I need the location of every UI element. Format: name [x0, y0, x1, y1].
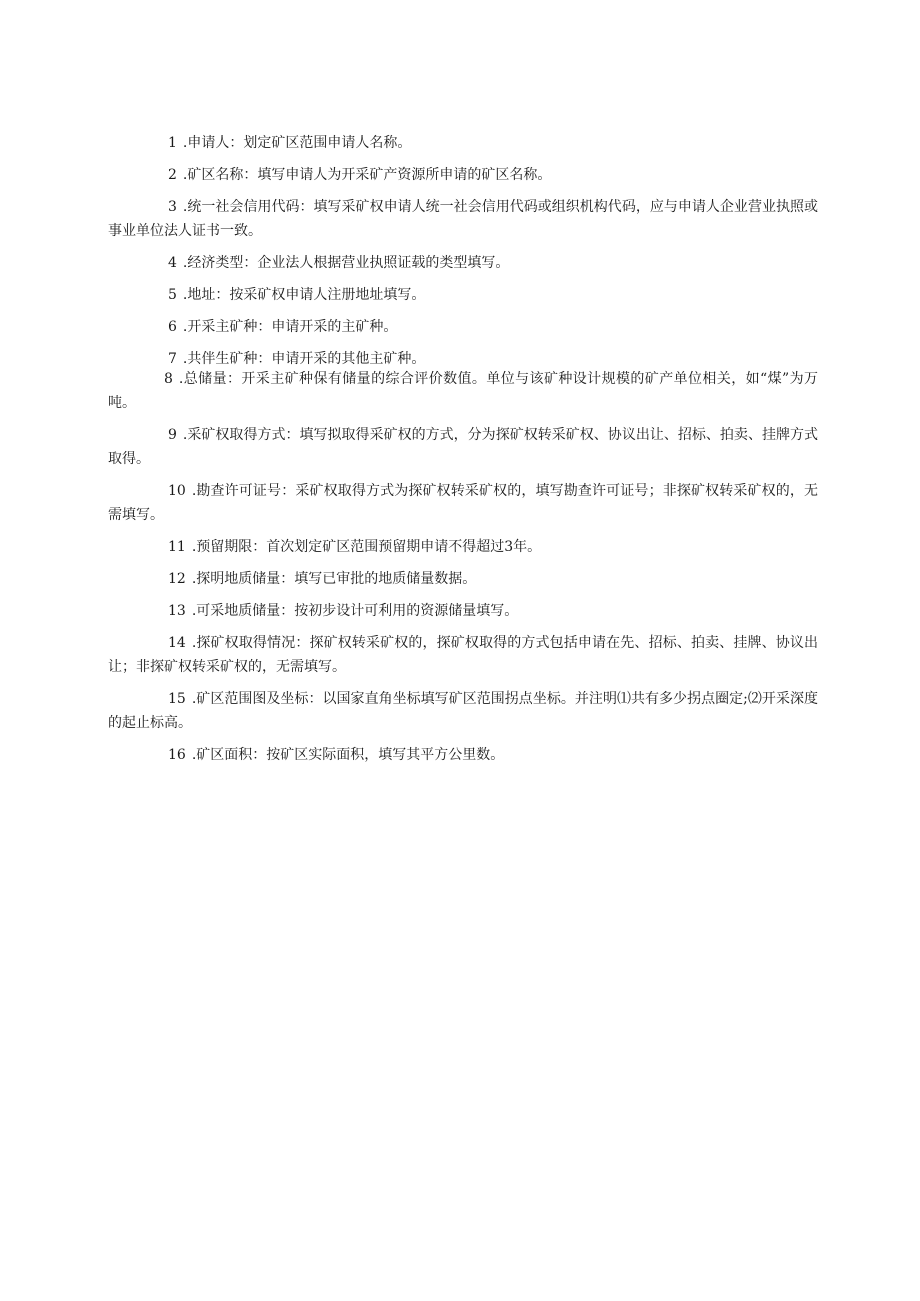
item-text: .经济类型：企业法人根据营业执照证载的类型填写。 [182, 255, 510, 271]
item-text: .共伴生矿种：申请开采的其他主矿种。 [182, 351, 426, 367]
item-text: .矿区面积：按矿区实际面积，填写其平方公里数。 [191, 747, 505, 763]
item-number: 10 [168, 483, 186, 499]
item-text: .采矿权取得方式：填写拟取得采矿权的方式，分为探矿权转采矿权、协议出让、招标、拍卖、挂牌方式取得。 [108, 427, 818, 467]
instruction-item-2 [108, 163, 818, 187]
item-text: .可采地质储量：按初步设计可利用的资源储量填写。 [191, 603, 519, 619]
instruction-item-9 [108, 423, 818, 471]
instruction-item-6 [108, 315, 818, 339]
item-text: .总储量：开采主矿种保有储量的综合评价数值。单位与该矿种设计规模的矿产单位相关，如“煤”为万吨。 [108, 371, 818, 411]
instruction-item-8 [108, 367, 818, 415]
item-number: 9 [168, 427, 177, 443]
filling-instructions-list [108, 131, 818, 775]
item-text: .统一社会信用代码：填写采矿权申请人统一社会信用代码或组织机构代码，应与申请人企业营业执照或事业单位法人证书一致。 [108, 199, 818, 239]
instruction-item-15 [108, 687, 818, 735]
item-number: 5 [168, 287, 177, 303]
item-number: 4 [168, 255, 177, 271]
item-text: .预留期限：首次划定矿区范围预留期申请不得超过3年。 [191, 539, 542, 555]
item-number: 13 [168, 603, 186, 619]
item-number: 8 [164, 371, 173, 387]
instruction-item-13 [108, 599, 818, 623]
item-number: 7 [168, 351, 177, 367]
item-number: 2 [168, 167, 177, 183]
item-text: .探明地质储量：填写已审批的地质储量数据。 [191, 571, 477, 587]
instruction-item-4 [108, 251, 818, 275]
item-number: 15 [168, 691, 186, 707]
item-text: .开采主矿种：申请开采的主矿种。 [182, 319, 398, 335]
item-number: 1 [168, 135, 177, 151]
item-number: 6 [168, 319, 177, 335]
instruction-item-12 [108, 567, 818, 591]
item-text: .矿区名称：填写申请人为开采矿产资源所申请的矿区名称。 [182, 167, 552, 183]
item-number: 14 [168, 635, 186, 651]
item-text: .地址：按采矿权申请人注册地址填写。 [182, 287, 426, 303]
instruction-item-1 [108, 131, 818, 155]
instruction-item-14 [108, 631, 818, 679]
instruction-item-10 [108, 479, 818, 527]
item-text: .勘查许可证号：采矿权取得方式为探矿权转采矿权的，填写勘查许可证号；非探矿权转采矿权的，无需填写。 [108, 483, 818, 523]
item-number: 12 [168, 571, 186, 587]
item-number: 11 [168, 539, 186, 555]
instruction-item-5 [108, 283, 818, 307]
item-text: .矿区范围图及坐标：以国家直角坐标填写矿区范围拐点坐标。并注明⑴共有多少拐点圈定;⑵开采深度的起止标高。 [108, 691, 818, 731]
item-text: .探矿权取得情况：探矿权转采矿权的，探矿权取得的方式包括申请在先、招标、拍卖、挂牌、协议出让；非探矿权转采矿权的，无需填写。 [108, 635, 818, 675]
instruction-item-11 [108, 535, 818, 559]
item-text: .申请人：划定矿区范围申请人名称。 [182, 135, 412, 151]
item-number: 16 [168, 747, 186, 763]
instruction-item-16 [108, 743, 818, 767]
instruction-item-3 [108, 195, 818, 243]
item-number: 3 [168, 199, 177, 215]
